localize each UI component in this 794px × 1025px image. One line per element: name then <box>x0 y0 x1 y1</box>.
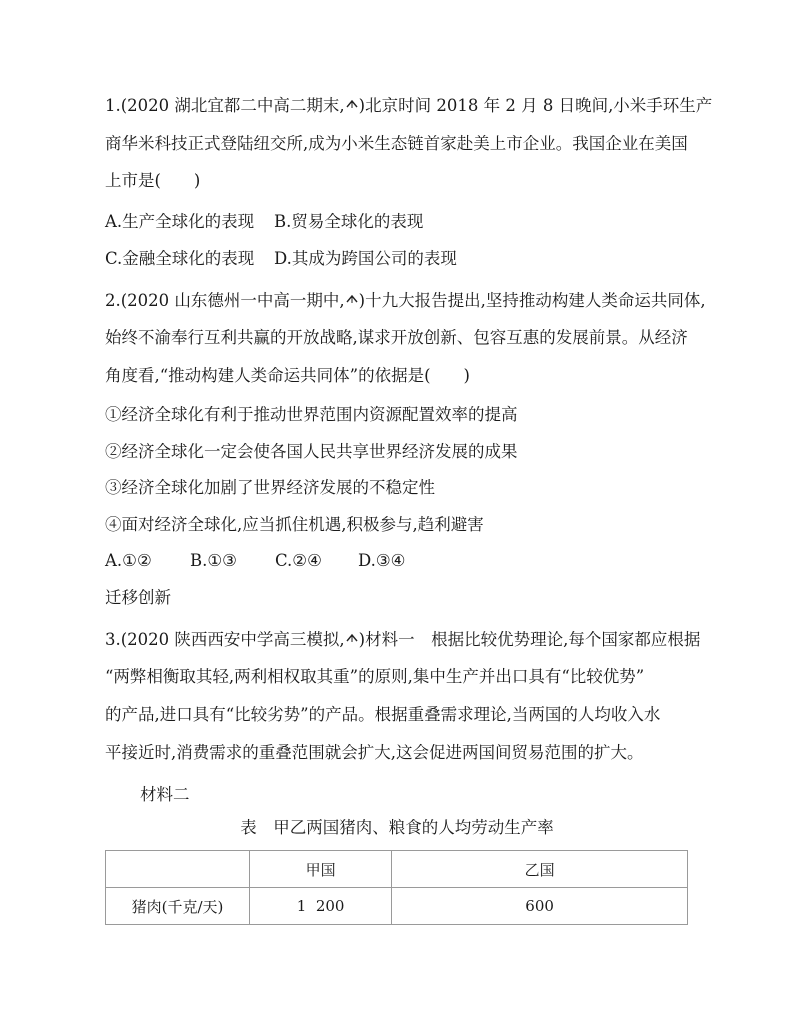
q2-item-4: ④面对经济全球化,应当抓住机遇,积极参与,趋利避害 <box>105 515 484 534</box>
table-header-cell: 乙国 <box>392 851 688 888</box>
q2-option-a: A.①② <box>105 551 152 570</box>
table-cell: 1 200 <box>249 888 391 925</box>
difficulty-star-icon <box>346 294 358 304</box>
section-title: 迁移创新 <box>105 588 171 607</box>
q1-option-a: A.生产全球化的表现 <box>105 212 255 231</box>
q2-option-d: D.③④ <box>358 551 406 570</box>
q3-source: 3.(2020 陕西西安中学高三模拟, <box>105 630 345 649</box>
q2-item-1: ①经济全球化有利于推动世界范围内资源配置效率的提高 <box>105 405 518 424</box>
q3-line4: 平接近时,消费需求的重叠范围就会扩大,这会促进两国间贸易范围的扩大。 <box>105 743 644 762</box>
q2-option-b: B.①③ <box>190 551 237 570</box>
q3-line1 <box>105 630 700 650</box>
table-header-cell <box>106 851 250 888</box>
difficulty-star-icon <box>346 633 358 643</box>
table-cell: 600 <box>392 888 688 925</box>
q2-line1 <box>105 291 706 311</box>
q2-item-2: ②经济全球化一定会使各国人民共享世界经济发展的成果 <box>105 442 518 461</box>
q1-option-b: B.贸易全球化的表现 <box>274 212 424 231</box>
table-caption: 表 甲乙两国猪肉、粮食的人均劳动生产率 <box>240 818 554 837</box>
q3-line2: “两弊相衡取其轻,两利相权取其重”的原则,集中生产并出口具有“比较优势” <box>105 667 645 686</box>
q3-line3: 的产品,进口具有“比较劣势”的产品。根据重叠需求理论,当两国的人均收入水 <box>105 705 661 724</box>
material-2-label: 材料二 <box>140 785 190 804</box>
q2-line3: 角度看,“推动构建人类命运共同体”的依据是( ) <box>105 366 470 385</box>
q2-option-c: C.②④ <box>275 551 322 570</box>
q2-source: 2.(2020 山东德州一中高一期中, <box>105 291 345 310</box>
q2-line2: 始终不渝奉行互利共赢的开放战略,谋求开放创新、包容互惠的发展前景。从经济 <box>105 328 688 347</box>
q3-text: )材料一 根据比较优势理论,每个国家都应根据 <box>358 630 701 649</box>
q1-line1 <box>105 96 712 116</box>
table-cell: 猪肉(千克/天) <box>106 888 250 925</box>
q1-line2: 商华米科技正式登陆纽交所,成为小米生态链首家赴美上市企业。我国企业在美国 <box>105 134 688 153</box>
q1-text: )北京时间 2018 年 2 月 8 日晚间,小米手环生产 <box>358 96 713 115</box>
q2-text: )十九大报告提出,坚持推动构建人类命运共同体, <box>358 291 706 310</box>
difficulty-star-icon <box>346 99 358 109</box>
q1-line3: 上市是( ) <box>105 171 201 190</box>
productivity-table <box>105 850 688 925</box>
table-row <box>106 888 688 925</box>
table-header-cell: 甲国 <box>249 851 391 888</box>
q2-item-3: ③经济全球化加剧了世界经济发展的不稳定性 <box>105 478 435 497</box>
q1-option-c: C.金融全球化的表现 <box>105 249 255 268</box>
q1-option-d: D.其成为跨国公司的表现 <box>274 249 457 268</box>
table-header-row <box>106 851 688 888</box>
q1-source: 1.(2020 湖北宜都二中高二期末, <box>105 96 345 115</box>
